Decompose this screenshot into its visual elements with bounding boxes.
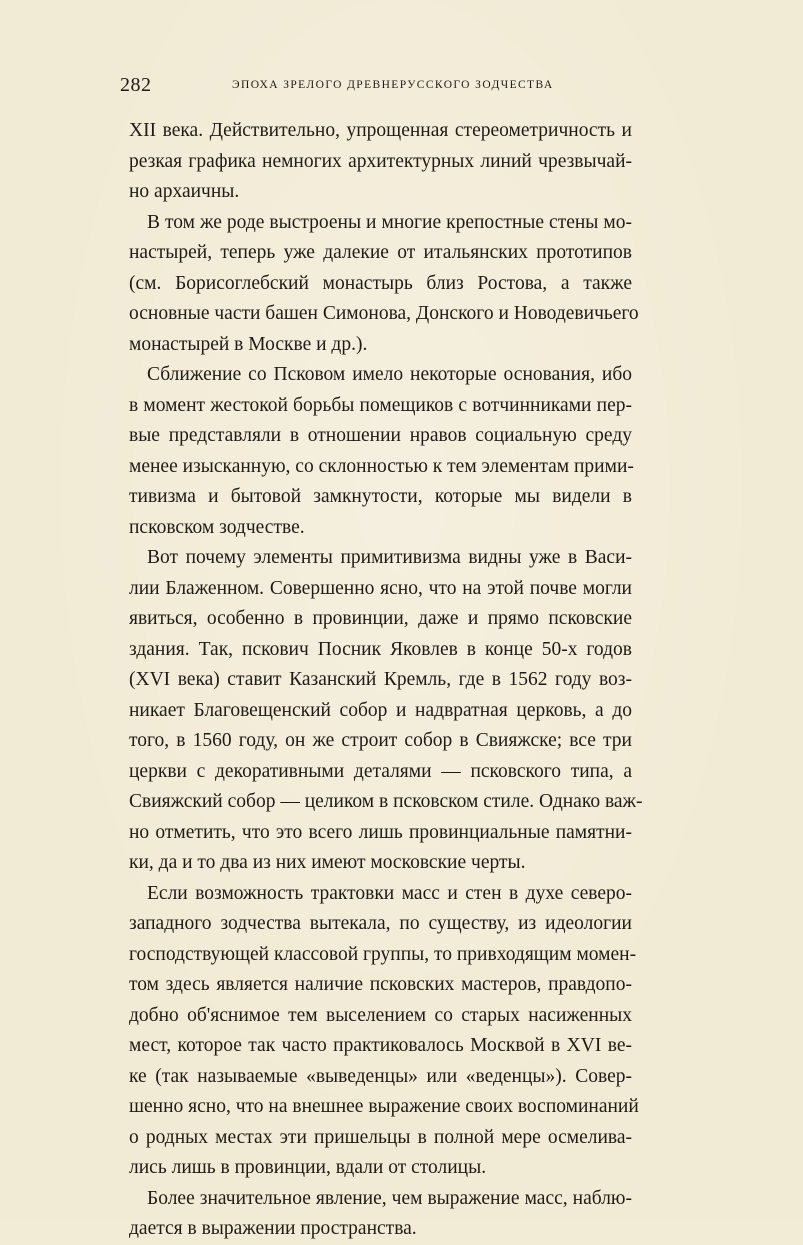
page-header — [120, 74, 632, 102]
text-line: резкая графика немногих архитектурных линий чрезвычай- — [129, 150, 632, 172]
text-line: Более значительное явление, чем выражение масс, наблю- — [147, 1187, 632, 1209]
text-line: монастырей в Москве и др.). — [129, 333, 368, 355]
paragraph — [129, 543, 643, 879]
paragraph — [129, 360, 632, 543]
main-text — [129, 116, 643, 1245]
text-line: но архаичны. — [129, 181, 240, 202]
running-head: ЭПОХА ЗРЕЛОГО ДРЕВНЕРУССКОГО ЗОДЧЕСТВА — [232, 79, 554, 91]
text-line: ки, да и то два из них имеют московские черты. — [129, 852, 526, 873]
text-line: том здесь является наличие псковских мастеров, правдопо- — [129, 974, 632, 995]
paragraph — [129, 116, 632, 208]
text-line: Если возможность трактовки масс и стен в духе северо- — [147, 882, 632, 904]
text-line: лись лишь в провинции, вдали от столицы. — [129, 1157, 487, 1178]
text-line: менее изысканную, со склонностью к тем элементам прими- — [129, 455, 634, 477]
text-line: Вот почему элементы примитивизма видны уже в Васи- — [147, 547, 632, 568]
text-line: (см. Борисоглебский монастырь близ Ростова, а также — [129, 272, 632, 294]
text-line: тивизма и бытовой замкнутости, которые мы видели в — [129, 486, 632, 507]
text-line: о родных местах эти пришельцы в полной мере осмелива- — [129, 1126, 632, 1148]
text-line: господствующей классовой группы, то привходящим момен- — [129, 943, 637, 965]
text-line: Свияжский собор — целиком в псковском стиле. Однако важ- — [129, 791, 643, 812]
text-line: здания. Так, пскович Посник Яковлев в конце 50-х годов — [129, 638, 632, 660]
page-number: 282 — [120, 74, 152, 96]
text-line: добно об'яснимое тем выселением со старых насиженных — [129, 1004, 632, 1026]
paragraph — [129, 1184, 632, 1245]
text-line: никает Благовещенский собор и надвратная церковь, а до — [129, 699, 632, 721]
paragraph — [129, 208, 639, 361]
text-line: XII века. Действительно, упрощенная стереометричность и — [129, 120, 632, 141]
text-line: церкви с декоративными деталями — псковского типа, а — [129, 760, 632, 782]
text-line: мест, которое так часто практиковалось Москвой в XVI ве- — [129, 1035, 632, 1056]
paragraph — [129, 879, 639, 1184]
text-line: В том же роде выстроены и многие крепостные стены мо- — [147, 211, 632, 233]
text-line: лии Блаженном. Совершенно ясно, что на этой почве могли — [129, 577, 632, 599]
text-line: того, в 1560 году, он же строит собор в Свияжске; все три — [129, 730, 632, 751]
text-line: явиться, особенно в провинции, даже и прямо псковские — [129, 608, 632, 629]
text-line: западного зодчества вытекала, по существу, из идеологии — [129, 913, 632, 934]
text-line: ке (так называемые «выведенцы» или «веденцы»). Совер- — [129, 1065, 632, 1087]
text-line: Сближение со Псковом имело некоторые основания, ибо — [147, 364, 632, 385]
text-line: дается в выражении пространства. — [129, 1218, 417, 1239]
text-line: основные части башен Симонова, Донского и Новодевичьего — [129, 303, 639, 324]
text-line: шенно ясно, что на внешнее выражение своих воспоминаний — [129, 1096, 639, 1117]
text-line: (XVI века) ставит Казанский Кремль, где в 1562 году воз- — [129, 669, 632, 690]
text-line: настырей, теперь уже далекие от итальянских прототипов — [129, 242, 632, 263]
text-line: в момент жестокой борьбы помещиков с вотчинниками пер- — [129, 394, 632, 416]
text-line: вые представляли в отношении нравов социальную среду — [129, 425, 632, 446]
text-line: псковском зодчестве. — [129, 516, 305, 538]
text-line: но отметить, что это всего лишь провинциальные памятни- — [129, 821, 632, 843]
